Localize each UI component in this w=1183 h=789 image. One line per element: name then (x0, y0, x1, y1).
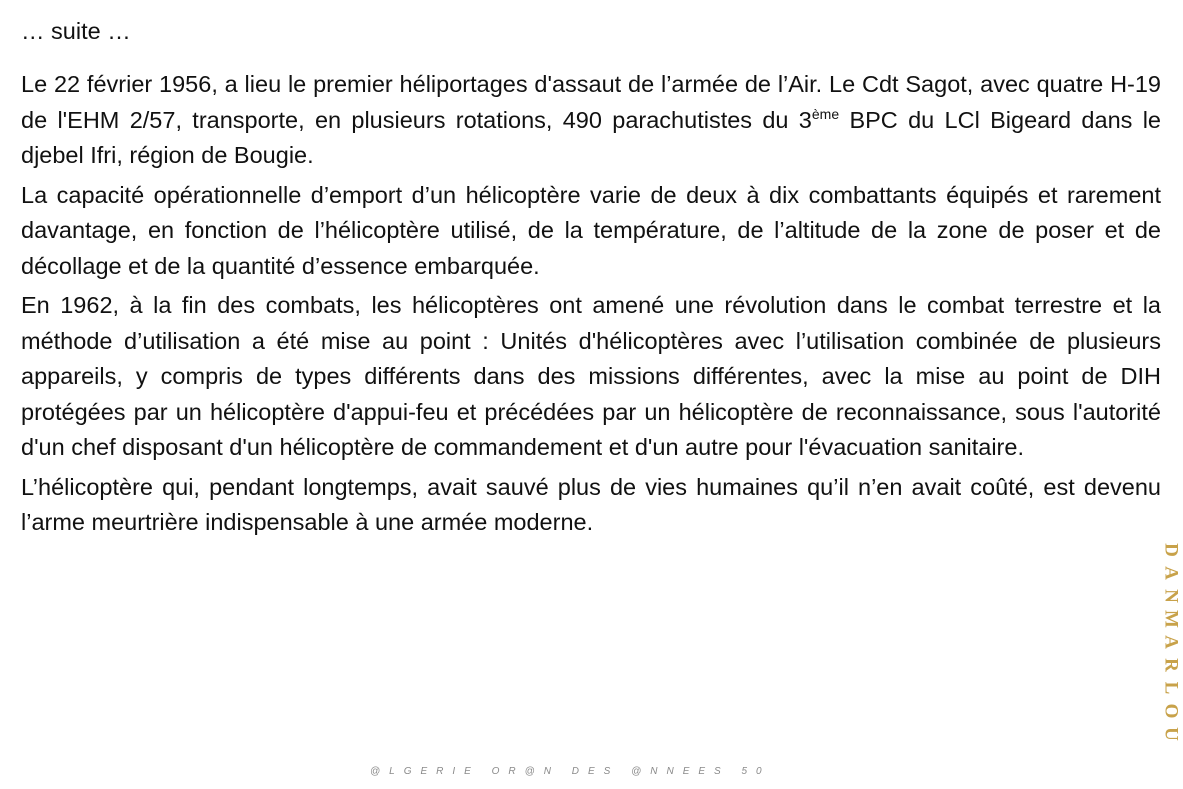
signature-letter: A (1160, 566, 1182, 580)
paragraph-1 (21, 67, 1161, 174)
paragraph-1-text-end: BPC du LCl Bigeard dans le djebel Ifri, région de Bougie. (21, 106, 1161, 168)
signature-letter: A (1160, 635, 1182, 649)
paragraph-2: La capacité opérationnelle d’emport d’un hélicoptère varie de deux à dix combattants équipés et rarement davantage, en fonction de l’hélicoptère utilisé, de la température, de l’altitude de la zone de poser et de décollage et de la quantité d’essence embarquée. (21, 181, 1161, 279)
document-body (21, 14, 1161, 545)
paragraph-1-superscript: ème (811, 105, 840, 122)
signature-letter: N (1160, 589, 1182, 603)
continuation-marker: … suite … (21, 18, 131, 44)
signature-glyphs (1160, 540, 1182, 750)
signature-letter: U (1160, 727, 1182, 741)
signature-letter: D (1160, 543, 1182, 557)
paragraph-1-text-start: Le 22 février 1956, a lieu le premier héliportages d'assaut de l’armée de l’Air. Le Cdt Sagot, avec quatre H-19 de l'EHM 2/57, transporte, en plusieurs rotations, 490 parachutistes du 3 (21, 71, 1161, 133)
footer-caption: @LGERIE OR@N DES @NNEES 50 (370, 766, 771, 777)
signature-letter: M (1160, 610, 1182, 628)
paragraph-4: L’hélicoptère qui, pendant longtemps, avait sauvé plus de vies humaines qu’il n’en avait coûté, est devenu l’arme meurtrière indispensable à une armée moderne. (21, 473, 1161, 535)
signature-letter: R (1160, 658, 1182, 672)
paragraph-3: En 1962, à la fin des combats, les hélicoptères ont amené une révolution dans le combat terrestre et la méthode d’utilisation a été mise au point : Unités d'hélicoptères avec l’utilisation combinée de plusieurs appareils, y compris de types différents dans des missions différentes, avec la mise au point de DIH protégées par un hélicoptère d'appui-feu et précédées par un hélicoptère de reconnaissance, sous l'autorité d'un chef disposant d'un hélicoptère de commandement et d'un autre pour l'évacuation sanitaire. (21, 292, 1161, 460)
author-signature (1160, 540, 1182, 750)
signature-letter: O (1160, 703, 1182, 719)
signature-letter: L (1160, 681, 1182, 695)
